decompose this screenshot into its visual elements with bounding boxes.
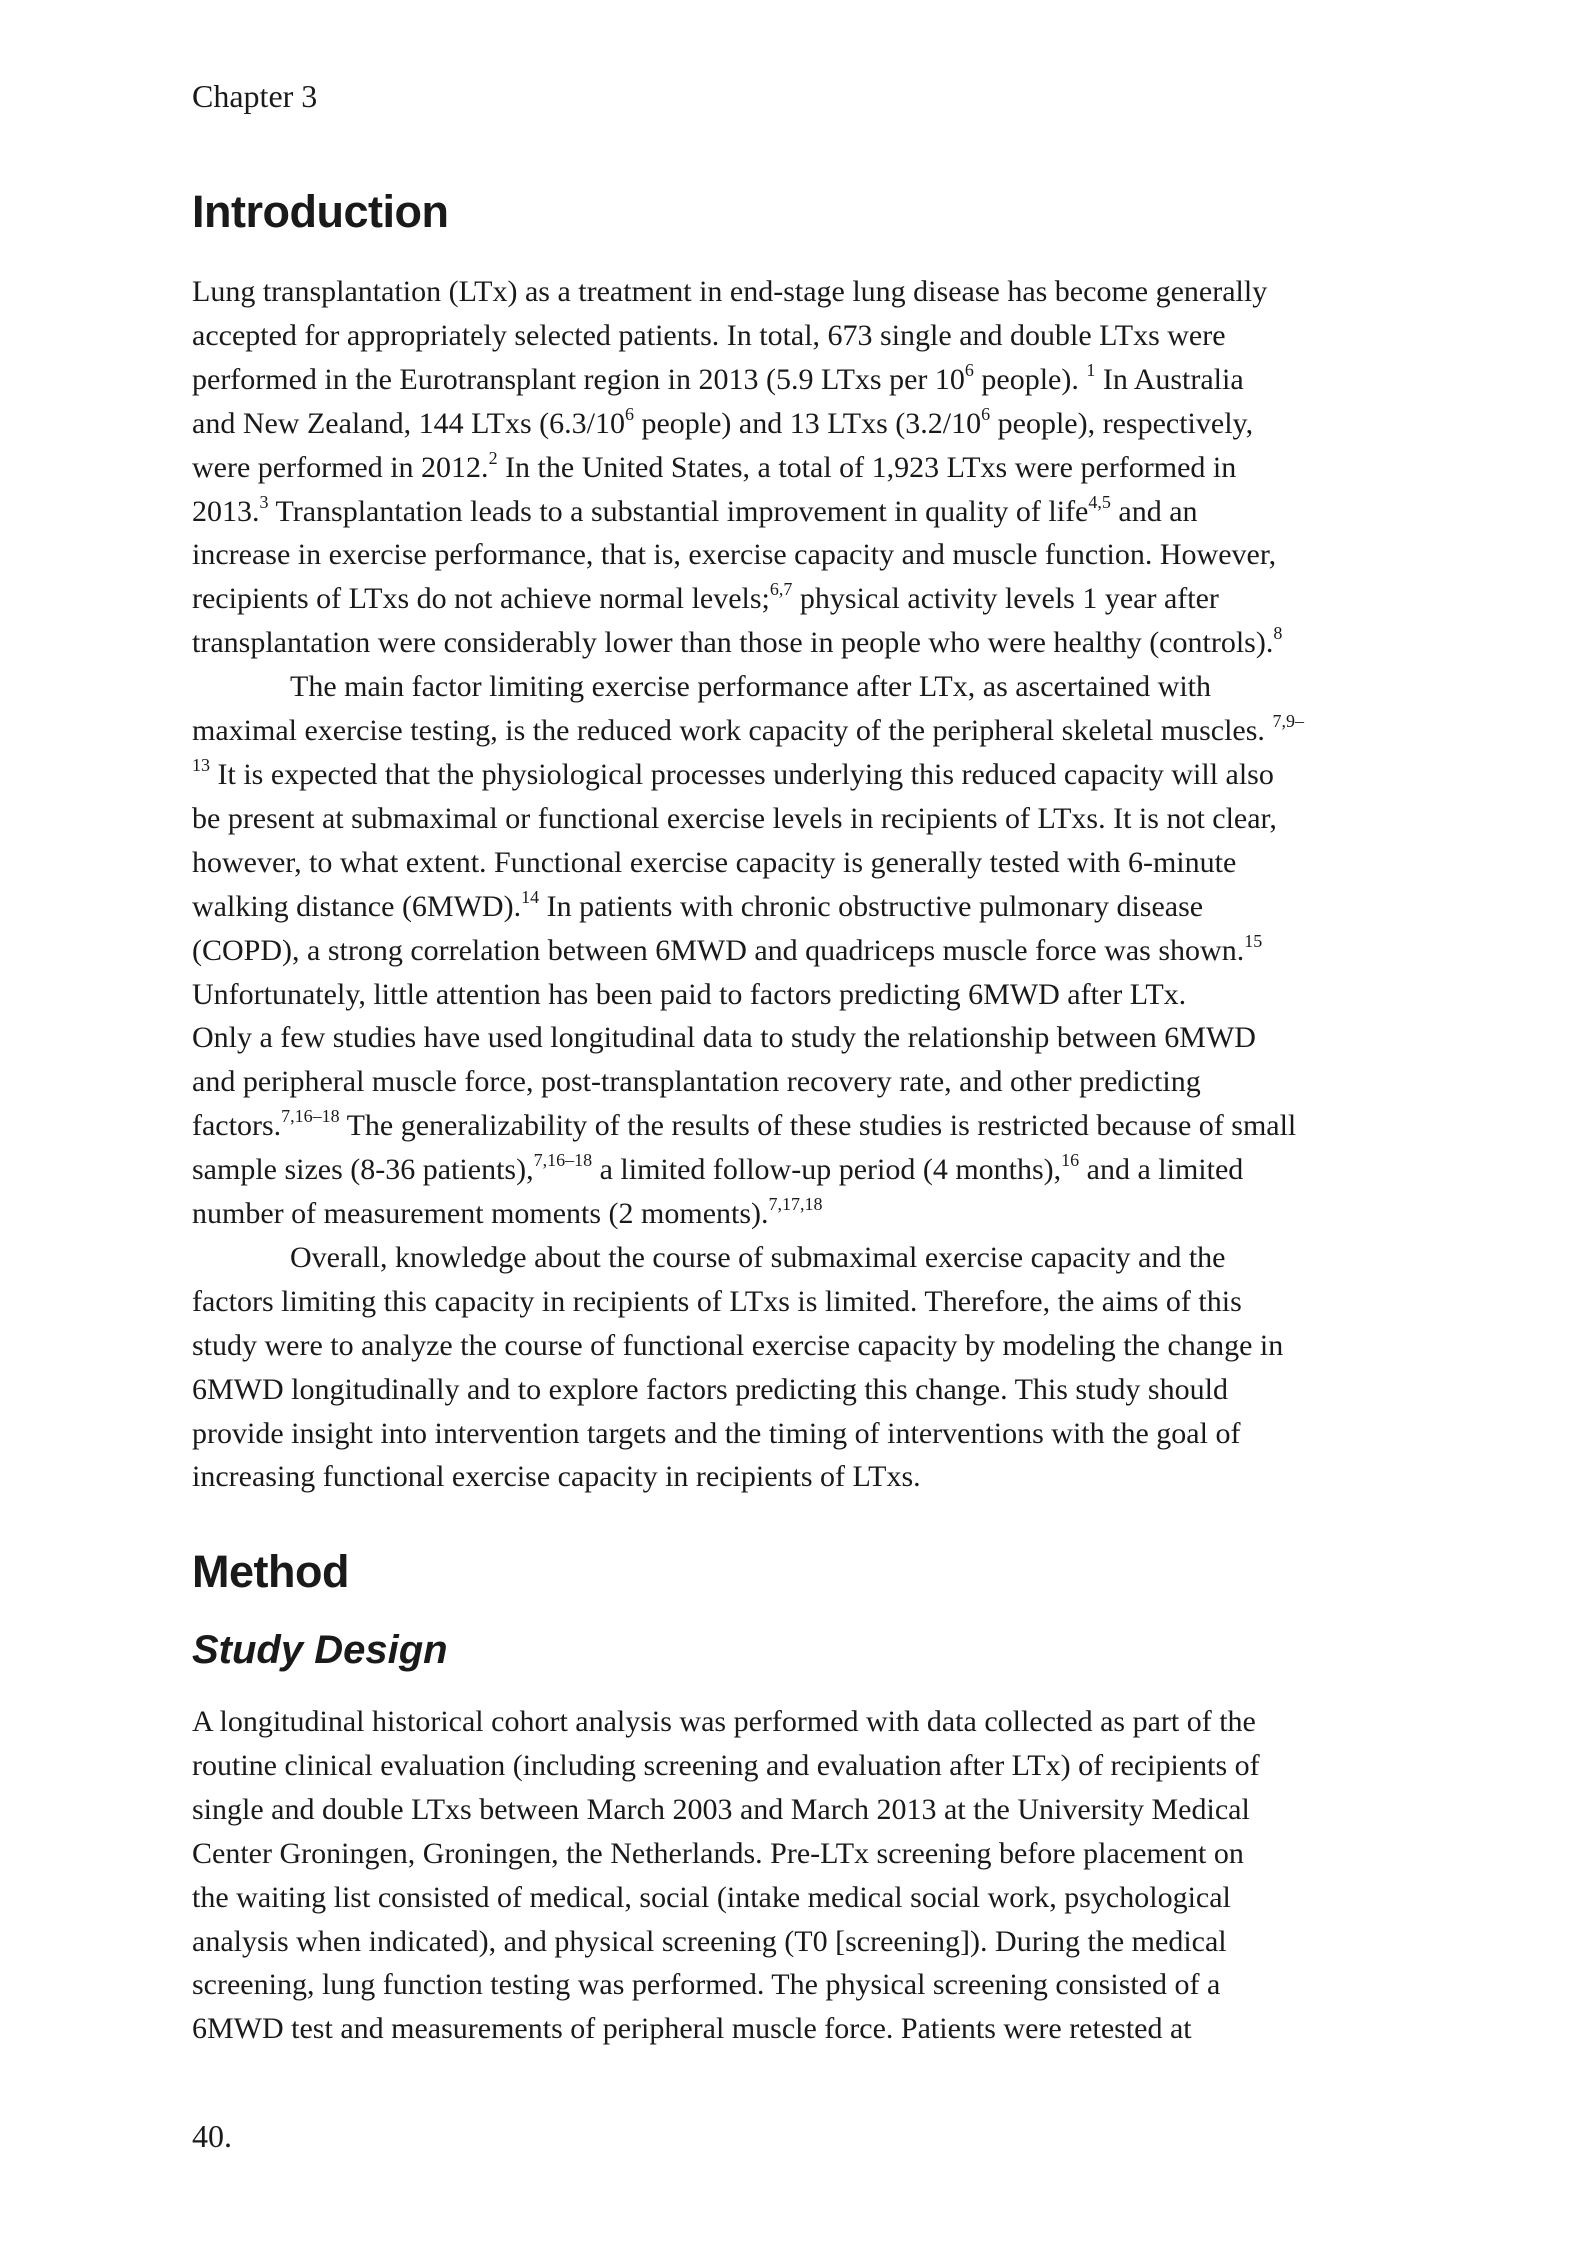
text-line: screening, lung function testing was performed. The physical screening consisted of a bbox=[192, 1968, 1221, 2002]
text-line: and peripheral muscle force, post-transplantation recovery rate, and other predicting bbox=[192, 1065, 1201, 1099]
introduction-body bbox=[192, 270, 1304, 1499]
text-line: analysis when indicated), and physical screening (T0 [screening]). During the medical bbox=[192, 1924, 1227, 1958]
text-line: routine clinical evaluation (including screening and evaluation after LTx) of recipients of bbox=[192, 1748, 1260, 1782]
method-heading: Method bbox=[192, 1546, 349, 1597]
text-line: 2013.$^3$ Transplantation leads to a substantial improvement in quality of life$^{4,5}$ and an bbox=[192, 491, 1198, 528]
text-line: Only a few studies have used longitudinal data to study the relationship between 6MWD bbox=[192, 1021, 1256, 1055]
intro-paragraph-3 bbox=[192, 1236, 1304, 1499]
text-line: $^{13}$ It is expected that the physiological processes underlying this reduced capacity will also bbox=[192, 754, 1274, 791]
citation-superscript: 3 bbox=[259, 491, 269, 512]
text-line: number of measurement moments (2 moments).$^{7,17,18}$ bbox=[192, 1194, 823, 1231]
text-line: The main factor limiting exercise performance after LTx, as ascertained with bbox=[290, 670, 1211, 704]
text-line: performed in the Eurotransplant region in 2013 (5.9 LTxs per $10^6$ people). $^1$ In Australia bbox=[192, 359, 1244, 396]
text-line: however, to what extent. Functional exercise capacity is generally tested with 6-minute bbox=[192, 845, 1237, 879]
text-line: provide insight into intervention targets and the timing of interventions with the goal of bbox=[192, 1416, 1241, 1450]
text-line: maximal exercise testing, is the reduced work capacity of the peripheral skeletal muscles. $^{7,9-}$ bbox=[192, 711, 1304, 748]
citation-superscript: 7,17,18 bbox=[768, 1194, 823, 1215]
text-line: Center Groningen, Groningen, the Netherlands. Pre-LTx screening before placement on bbox=[192, 1836, 1244, 1870]
text-line: transplantation were considerably lower than those in people who were healthy (controls).$^8$ bbox=[192, 623, 1283, 660]
citation-superscript: 14 bbox=[521, 886, 540, 907]
text-line: A longitudinal historical cohort analysis was performed with data collected as part of the bbox=[192, 1705, 1256, 1738]
citation-superscript: 8 bbox=[1273, 623, 1283, 644]
text-line: Lung transplantation (LTx) as a treatment in end-stage lung disease has become generally bbox=[192, 275, 1268, 308]
citation-superscript: 2 bbox=[488, 447, 498, 468]
superscript: 6 bbox=[624, 403, 634, 424]
superscript: 6 bbox=[981, 403, 991, 424]
text-line: and New Zealand, 144 LTxs ($6.3/10^6$ people) and 13 LTxs ($3.2/10^6$ people), respectively, bbox=[192, 403, 1254, 440]
intro-paragraph-2 bbox=[192, 665, 1304, 1236]
text-line: factors limiting this capacity in recipients of LTxs is limited. Therefore, the aims of this bbox=[192, 1284, 1242, 1318]
text-line: be present at submaximal or functional exercise levels in recipients of LTxs. It is not clear, bbox=[192, 801, 1277, 835]
text-line: single and double LTxs between March 2003 and March 2013 at the University Medical bbox=[192, 1792, 1250, 1826]
text-line: walking distance (6MWD).$^{14}$ In patients with chronic obstructive pulmonary disease bbox=[192, 886, 1204, 923]
introduction-heading: Introduction bbox=[192, 186, 449, 237]
citation-superscript: 7,16–18 bbox=[281, 1106, 340, 1127]
citation-superscript: 4,5 bbox=[1088, 491, 1111, 512]
text-line: 6MWD longitudinally and to explore factors predicting this change. This study should bbox=[192, 1372, 1228, 1406]
running-head: Chapter 3 bbox=[192, 78, 318, 114]
study-design-body bbox=[192, 1700, 1260, 2051]
citation-superscript: 1 bbox=[1086, 359, 1096, 380]
citation-superscript: 6,7 bbox=[769, 579, 793, 600]
text-line: study were to analyze the course of functional exercise capacity by modeling the change in bbox=[192, 1328, 1284, 1362]
text-line: Unfortunately, little attention has been paid to factors predicting 6MWD after LTx. bbox=[192, 977, 1187, 1011]
text-line: increase in exercise performance, that is, exercise capacity and muscle function. However, bbox=[192, 538, 1277, 572]
text-line: increasing functional exercise capacity in recipients of LTxs. bbox=[192, 1460, 921, 1494]
text-line: factors.$^{7,16-18}$ The generalizability of the results of these studies is restricted because of small bbox=[192, 1106, 1297, 1143]
text-line: Overall, knowledge about the course of submaximal exercise capacity and the bbox=[290, 1240, 1226, 1274]
text-line: 6MWD test and measurements of peripheral muscle force. Patients were retested at bbox=[192, 2012, 1192, 2046]
text-line: accepted for appropriately selected patients. In total, 673 single and double LTxs were bbox=[192, 318, 1226, 352]
text-line: (COPD), a strong correlation between 6MWD and quadriceps muscle force was shown.$^{15}$ bbox=[192, 930, 1263, 967]
text-line: were performed in 2012.$^2$ In the United States, a total of 1,923 LTxs were performed in bbox=[192, 447, 1237, 484]
citation-superscript: 13 bbox=[192, 754, 210, 775]
superscript: 6 bbox=[964, 359, 974, 380]
study-design-heading: Study Design bbox=[192, 1628, 448, 1672]
text-line: the waiting list consisted of medical, social (intake medical social work, psychological bbox=[192, 1880, 1231, 1914]
citation-superscript: 15 bbox=[1244, 930, 1263, 951]
document-page bbox=[192, 0, 1382, 2250]
intro-paragraph-1 bbox=[192, 270, 1304, 665]
text-line: sample sizes (8-36 patients),$^{7,16-18}$ a limited follow-up period (4 months),$^{16}$ and a limited bbox=[192, 1150, 1244, 1187]
study-design-paragraph bbox=[192, 1700, 1260, 2051]
citation-superscript: 7,9– bbox=[1272, 711, 1304, 732]
page-number: 40. bbox=[192, 2118, 232, 2154]
citation-superscript: 16 bbox=[1061, 1150, 1080, 1171]
citation-superscript: 7,16–18 bbox=[533, 1150, 593, 1171]
text-line: recipients of LTxs do not achieve normal levels;$^{6,7}$ physical activity levels 1 year after bbox=[192, 579, 1219, 616]
